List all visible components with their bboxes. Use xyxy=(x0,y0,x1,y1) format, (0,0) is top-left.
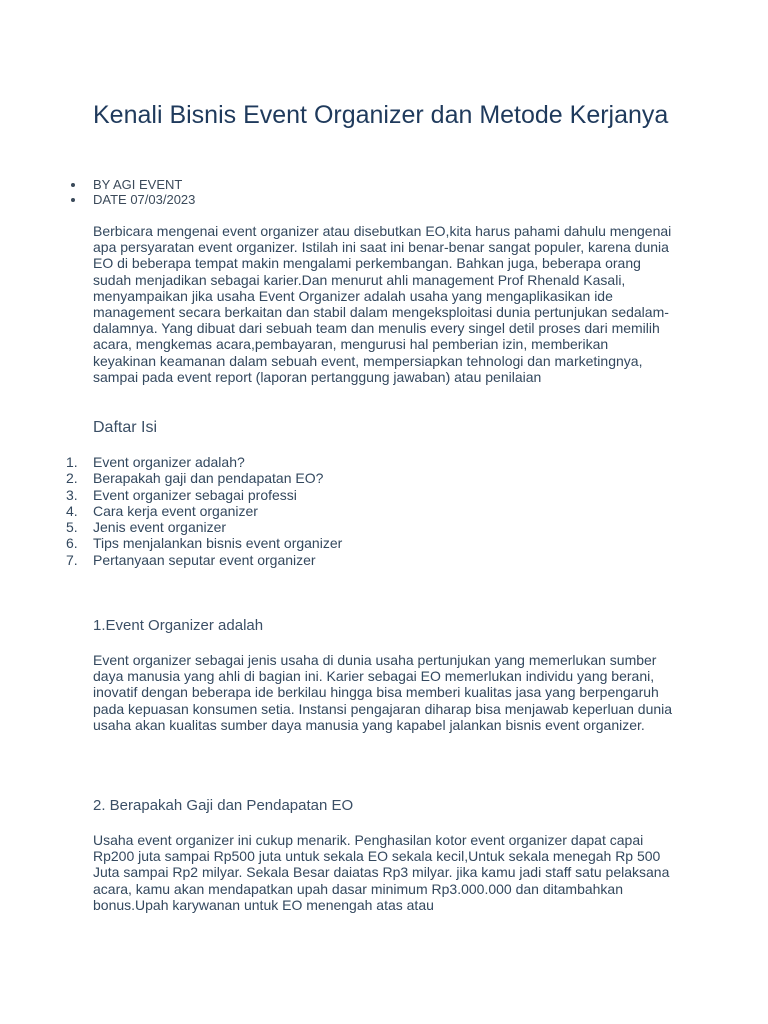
toc-item-label: Tips menjalankan bisnis event organizer xyxy=(93,535,343,552)
toc-item-number: 6. xyxy=(66,535,78,552)
toc-item-number: 4. xyxy=(66,502,78,519)
meta-date: DATE 07/03/2023 xyxy=(0,192,195,207)
article-title: Kenali Bisnis Event Organizer dan Metode Kerjanya xyxy=(93,101,669,129)
toc-item-number: 2. xyxy=(66,470,78,487)
intro-paragraph: Berbicara mengenai event organizer atau disebutkan EO,kita harus pahami dahulu mengenai apa persyaratan event organizer. Istilah ini saat ini benar-benar sangat populer, karena dunia EO di beberapa tempat makin mengalami perkembangan. Bahkan juga, beberapa orang sudah menjadikan sebagai karier.Dan menurut ahli management Prof Rhenald Kasali, menyampaikan jika usaha Event Organizer adalah usaha yang mengaplikasikan ide management secara berkaitan dan stabil dalam mengeksploitasi dunia pertunjukan sedalam-dalamnya. Yang dibuat dari sebuah team dan menulis every singel detil proses dari memilih acara, mengkemas acara,pembayaran, mengurusi hal pemberian izin, memberikan keyakinan keamanan dalam sebuah event, mempersiapkan tehnologi dan marketingnya, sampai pada event report (laporan pertanggung jawaban) atau penilaian xyxy=(93,223,672,385)
section-paragraph: Usaha event organizer ini cukup menarik. Penghasilan kotor event organizer dapat capai Rp200 juta sampai Rp500 juta untuk sekala EO sekala kecil,Untuk sekala menegah Rp 500 Juta sampai Rp2 milyar. Sekala Besar daiatas Rp3 milyar. jika kamu jadi staff satu pelaksana acara, kamu akan mendapatkan upah dasar minimum Rp3.000.000 dan ditambahkan bonus.Upah karywanan untuk EO menengah atas atau xyxy=(93,832,670,913)
toc-item-label: Cara kerja event organizer xyxy=(93,502,258,519)
toc-item-label: Event organizer sebagai professi xyxy=(93,486,297,503)
toc-item-number: 3. xyxy=(66,486,78,503)
toc-item-number: 7. xyxy=(66,551,78,568)
toc-item-number: 1. xyxy=(66,454,78,470)
toc-item-number: 5. xyxy=(66,519,78,536)
toc-item-label: Event organizer adalah? xyxy=(93,454,245,470)
toc-item-label: Berapakah gaji dan pendapatan EO? xyxy=(93,470,324,487)
toc-heading: Daftar Isi xyxy=(93,419,158,436)
toc-item-label: Pertanyaan seputar event organizer xyxy=(93,551,316,568)
section-heading: 1.Event Organizer adalah xyxy=(93,617,264,634)
article-meta-list xyxy=(0,177,195,207)
toc-item-label: Jenis event organizer xyxy=(93,519,227,536)
section-paragraph: Event organizer sebagai jenis usaha di dunia usaha pertunjukan yang memerlukan sumber daya manusia yang ahli di bagian ini. Karier sebagai EO memerlukan individu yang berani, inovatif dengan beberapa ide berkilau hingga bisa memberi kualitas jasa yang berpengaruh pada kepuasan konsumen setia. Instansi pengajaran diharap bisa menjawab keperluan dunia usaha akan kualitas sumber daya manusia yang kapabel jalankan bisnis event organizer. xyxy=(93,652,673,733)
meta-author: BY AGI EVENT xyxy=(0,177,195,192)
section-heading: 2. Berapakah Gaji dan Pendapatan EO xyxy=(93,797,354,814)
